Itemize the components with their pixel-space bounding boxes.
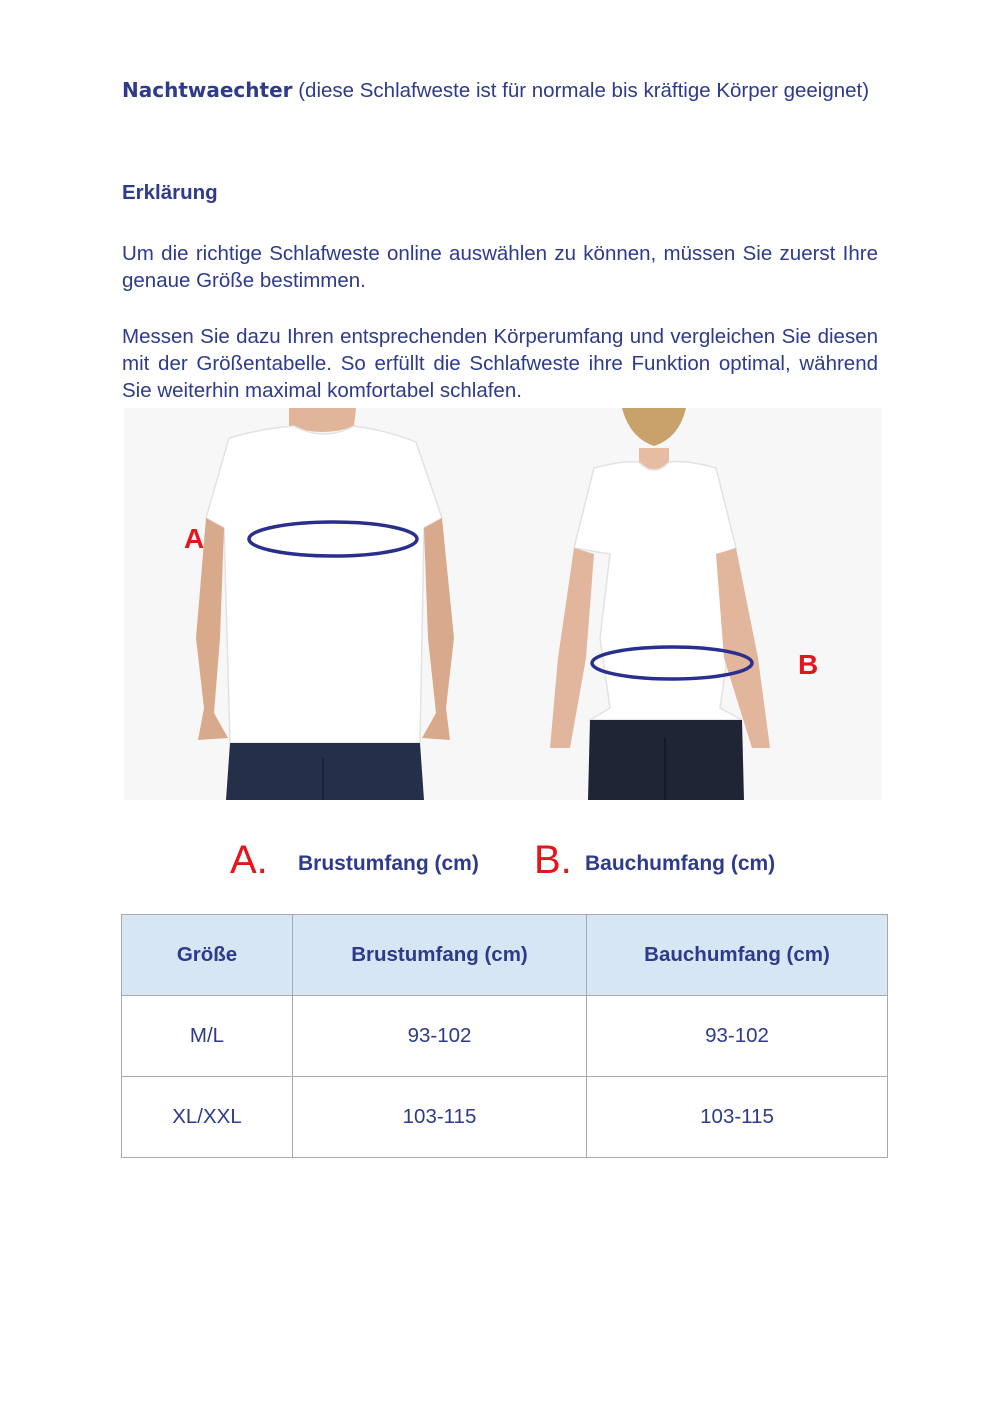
cell-waist: 93-102: [587, 996, 888, 1077]
section-title: Erklärung: [122, 181, 218, 204]
man-figure: [196, 408, 454, 800]
legend-b-letter: B.: [534, 838, 572, 882]
measurement-photo: [124, 408, 882, 800]
table-row: [122, 996, 888, 1077]
marker-a: A: [184, 523, 205, 554]
cell-waist: 103-115: [587, 1077, 888, 1158]
size-table: [121, 914, 888, 1158]
intro-description: (diese Schlafweste ist für normale bis kräftige Körper geeignet): [292, 79, 870, 102]
paragraph-instructions: Um die richtige Schlafweste online auswählen zu können, müssen Sie zuerst Ihre genaue Größe bestimmen.: [122, 242, 878, 292]
cell-size: M/L: [122, 996, 293, 1077]
cell-size: XL/XXL: [122, 1077, 293, 1158]
header-waist: Bauchumfang (cm): [587, 915, 888, 996]
legend-b-label: Bauchumfang (cm): [585, 852, 776, 875]
header-chest: Brustumfang (cm): [293, 915, 587, 996]
measurement-legend: [0, 838, 1000, 888]
legend-a-label: Brustumfang (cm): [298, 852, 479, 875]
table-header-row: [122, 915, 888, 996]
marker-b: B: [798, 649, 819, 680]
table-row: [122, 1077, 888, 1158]
cell-chest: 103-115: [293, 1077, 587, 1158]
legend-a-letter: A.: [230, 838, 268, 882]
brand-name: Nachtwaechter: [122, 78, 293, 102]
cell-chest: 93-102: [293, 996, 587, 1077]
paragraph-measurement: Messen Sie dazu Ihren entsprechenden Körperumfang und vergleichen Sie diesen mit der Größentabelle. So erfüllt die Schlafweste ihre Funktion optimal, während Sie weiterhin maximal komfortabel schlafen.: [122, 325, 878, 402]
header-size: Größe: [122, 915, 293, 996]
intro-text: [122, 74, 882, 107]
